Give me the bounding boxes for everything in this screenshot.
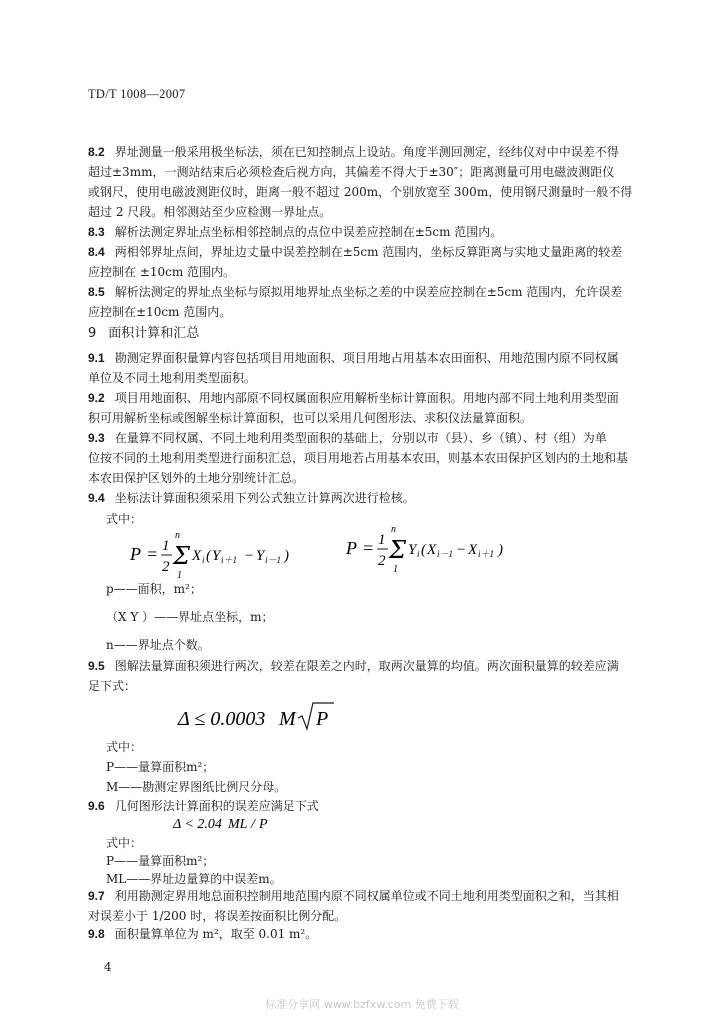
svg-text:1: 1 [378, 532, 386, 548]
formula-geometric-tolerance-graphic [173, 812, 283, 834]
svg-text:Σ: Σ [389, 536, 406, 564]
svg-text:=: = [362, 538, 375, 558]
svg-text:i－1: i－1 [265, 555, 282, 565]
clause-9-4: 9.4 坐标法计算面积须采用下列公式独立计算两次进行检核。 [88, 491, 415, 505]
formula-intro-2: 式中： [106, 740, 143, 754]
clause-number: 8.2 [88, 145, 105, 159]
section-9-heading: 9 面积计算和汇总 [88, 326, 200, 341]
svg-text:(: ( [421, 542, 426, 558]
svg-text:Δ < 2.04: Δ < 2.04 [173, 817, 222, 832]
formula-geometric-tolerance [173, 812, 283, 839]
svg-text:Σ: Σ [173, 542, 190, 570]
def-p-area: p——面积，m²； [106, 582, 202, 596]
svg-text:M: M [279, 708, 296, 730]
svg-text:i: i [202, 555, 205, 565]
svg-text:P: P [130, 544, 141, 564]
svg-text:−: − [244, 548, 255, 564]
formula-intro: 式中： [106, 512, 143, 526]
clause-9-1: 9.1 勘测定界面积量算内容包括项目用地面积、项目用地占用基本农田面积、用地范围内原不同权属 单位及不同土地利用类型面积。 [88, 351, 619, 385]
svg-text:i＋1: i＋1 [221, 555, 238, 565]
svg-text:Δ ≤ 0.0003: Δ ≤ 0.0003 [178, 708, 266, 730]
def-m-scale: M——勘测定界图纸比例尺分母。 [106, 780, 287, 794]
def-xy-coords: （X Y ）——界址点坐标，m； [106, 610, 274, 624]
svg-text:i: i [417, 549, 420, 559]
svg-text:Y: Y [408, 542, 417, 558]
svg-text:Y: Y [256, 548, 265, 564]
clause-9-7: 9.7 利用勘测定界用地总面积控制用地范围内原不同权属单位或不同土地利用类型面积之和，当其相 对误差小于 1/200 时，将误差按面积比例分配。 [88, 889, 619, 923]
svg-text:1: 1 [177, 570, 182, 581]
svg-text:ML: ML [228, 817, 248, 832]
svg-text:n: n [175, 530, 180, 541]
svg-text:(: ( [206, 548, 211, 564]
formula-intro-3: 式中： [106, 836, 143, 850]
svg-text:−: − [456, 542, 467, 558]
svg-text:n: n [391, 524, 396, 535]
svg-text:1: 1 [162, 538, 170, 554]
clause-9-2: 9.2 项目用地面积、用地内部原不同权属面积应用解析坐标计算面积。用地内部不同土地利用类型面 积可用解析坐标或图解坐标计算面积，也可以采用几何图形法、求积仪法量算面积。 [88, 391, 619, 425]
svg-text:X: X [468, 542, 478, 558]
svg-text:P: P [346, 538, 357, 558]
clause-8-3: 8.3 解析法测定界址点坐标相邻控制点的点位中误差应控制在±5cm 范围内。 [88, 225, 503, 239]
svg-text:Y: Y [212, 548, 221, 564]
formula-area-x-graphic [130, 528, 320, 584]
def-n-count: n——界址点个数。 [106, 638, 210, 652]
svg-text:): ) [498, 542, 503, 558]
clause-9-3: 9.3 在量算不同权属、不同土地利用类型面积的基础上，分别以市（县）、乡（镇）、村（组）为单 位按不同的土地利用类型进行面积汇总，项目用地若占用基本农田，则基本农田保护区划内的土地和基 本农田保护区划外的土地分别统计汇总。 [88, 431, 629, 485]
svg-text:i－1: i－1 [437, 549, 454, 559]
svg-text:X: X [427, 542, 437, 558]
svg-text:=: = [146, 544, 159, 564]
svg-text:2: 2 [162, 559, 170, 575]
clause-9-6: 9.6 几何图形法计算面积的误差应满足下式 [88, 799, 319, 813]
def-p-measured: P——量算面积m²； [106, 760, 215, 774]
standard-code: TD/T 1008—2007 [88, 87, 186, 101]
svg-text:1: 1 [393, 564, 398, 575]
svg-text:/: / [251, 817, 255, 832]
clause-8-4: 8.4 两相邻界址点间，界址边丈量中误差控制在±5cm 范围内，坐标反算距离与实地丈量距离的较差 应控制在 ±10cm 范围内。 [88, 245, 623, 279]
clause-8-2: 8.2 界址测量一般采用极坐标法，须在已知控制点上设站。角度半测回测定，经纬仪对中中误差不得 超过±3mm，一测站结束后必须检查后视方向，其偏差不得大于±30″；距离测量可用电磁波测距仪 或钢尺，使用电磁波测距仪时，距离一般不超过 200m，个别放宽至 300m，使用钢尺测量时一般不得 超过 2 尺段。相邻测站至少应检测一界址点。 [88, 145, 633, 219]
formula-area-y-graphic [346, 522, 536, 578]
svg-text:i＋1: i＋1 [478, 549, 495, 559]
svg-text:P: P [316, 708, 329, 730]
formula-graphic-tolerance-graphic [178, 700, 348, 734]
formula-area-y [346, 522, 536, 583]
def-p-measured-2: P——量算面积m²； [106, 854, 215, 868]
svg-text:2: 2 [378, 553, 386, 569]
svg-text:P: P [259, 817, 268, 832]
svg-text:X: X [192, 548, 202, 564]
svg-text:): ) [284, 548, 289, 564]
clause-9-5: 9.5 图解法量算面积须进行两次，较差在限差之内时，取两次量算的均值。两次面积量算的较差应满 足下式： [88, 659, 619, 693]
formula-graphic-tolerance [178, 700, 348, 739]
def-ml-error: ML——界址边量算的中误差m。 [106, 872, 282, 886]
site-watermark: 标准分享网 www.bzfxw.com 免费下载 [265, 998, 459, 1011]
clause-8-5: 8.5 解析法测定的界址点坐标与原拟用地界址点坐标之差的中误差应控制在±5cm 范围内，允许误差 应控制在±10cm 范围内。 [88, 285, 623, 319]
page-number: 4 [104, 960, 112, 974]
clause-9-8: 9.8 面积量算单位为 m²，取至 0.01 m²。 [88, 927, 318, 941]
